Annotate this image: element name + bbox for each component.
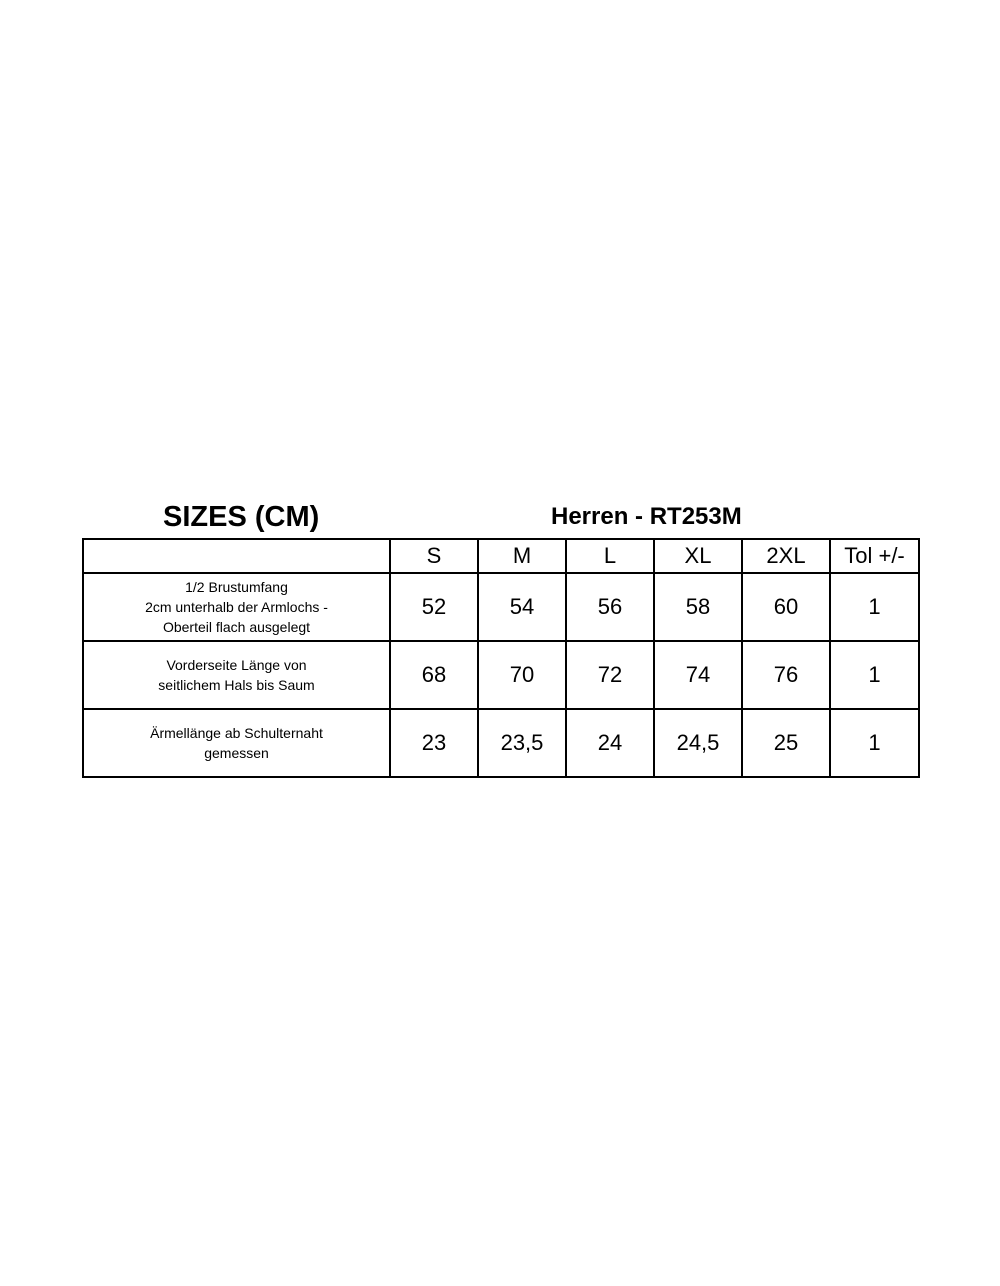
table-row: [83, 709, 919, 777]
value-cell: 52: [390, 573, 478, 641]
product-title: Herren - RT253M: [551, 503, 742, 530]
header-cell-empty: [83, 539, 390, 573]
table-row: [83, 641, 919, 709]
header-row: [83, 539, 919, 573]
value-cell: 23: [390, 709, 478, 777]
tolerance-cell: 1: [830, 641, 919, 709]
value-cell: 54: [478, 573, 566, 641]
value-cell: 25: [742, 709, 830, 777]
value-cell: 24,5: [654, 709, 742, 777]
tolerance-cell: 1: [830, 573, 919, 641]
value-cell: 56: [566, 573, 654, 641]
table-row: [83, 573, 919, 641]
size-chart-table: [82, 538, 920, 778]
measurement-label: [83, 573, 390, 641]
header-cell-m: M: [478, 539, 566, 573]
measurement-label-line: Vorderseite Länge von: [166, 657, 307, 673]
measurement-label-line: Oberteil flach ausgelegt: [162, 619, 311, 635]
header-cell-xl: XL: [654, 539, 742, 573]
value-cell: 72: [566, 641, 654, 709]
measurement-label-line: 2cm unterhalb der Armlochs -: [145, 599, 328, 615]
measurement-label-line: 1/2 Brustumfang: [185, 579, 288, 595]
measurement-label-line: gemessen: [204, 745, 269, 761]
value-cell: 23,5: [478, 709, 566, 777]
measurement-label: [83, 641, 390, 709]
value-cell: 76: [742, 641, 830, 709]
measurement-label-line: seitlichem Hals bis Saum: [158, 677, 315, 693]
header-cell-2xl: 2XL: [742, 539, 830, 573]
value-cell: 60: [742, 573, 830, 641]
sizes-title: SIZES (CM): [163, 501, 320, 533]
value-cell: 58: [654, 573, 742, 641]
tolerance-cell: 1: [830, 709, 919, 777]
header-cell-s: S: [390, 539, 478, 573]
value-cell: 68: [390, 641, 478, 709]
value-cell: 70: [478, 641, 566, 709]
header-cell-l: L: [566, 539, 654, 573]
measurement-label-line: Ärmellänge ab Schulternaht: [150, 725, 323, 741]
measurement-label: [83, 709, 390, 777]
header-cell-tolerance: Tol +/-: [830, 539, 919, 573]
value-cell: 24: [566, 709, 654, 777]
value-cell: 74: [654, 641, 742, 709]
